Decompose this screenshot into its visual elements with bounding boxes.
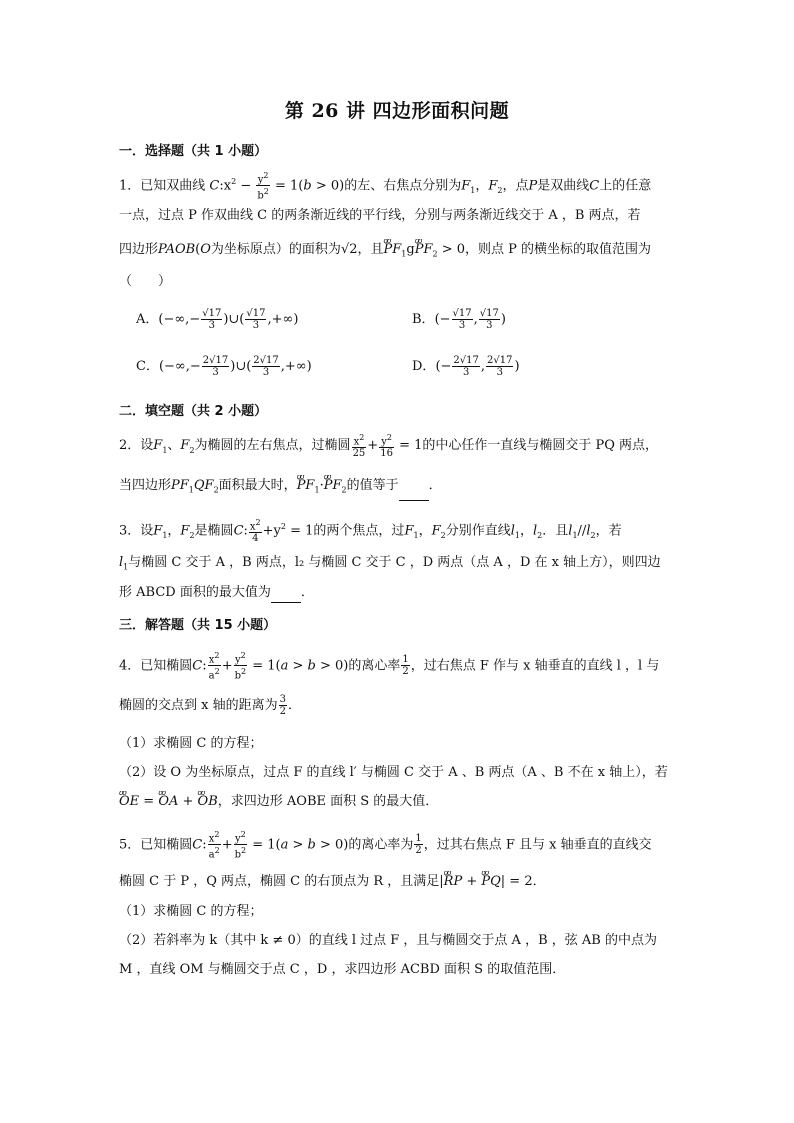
section-heading-choice: 一．选择题（共 1 小题） — [119, 144, 268, 159]
q4-part-2b: ʊʊ OE = ʊʊ OA + ʊʊ OB，求四边形 AOBE 面积 S 的最大值． — [119, 792, 679, 812]
q4-line-2: 椭圆的交点到 x 轴的距离为 $\frac{3}{2}$ ． — [119, 694, 301, 717]
q2-line-1: 2．设$F_1$、$F_2$为椭圆的左右焦点，过椭圆 $\frac{x^2}{25}$ + $\frac{y^2}{16}$ = 1的中心任作一直线与椭圆交于 PQ 两点， — [119, 433, 659, 460]
q2-line-2: 当四边形$PF_1QF_2$面积最大时，ʊʊ $PF_1\cdot ʊʊ$ $PF_2$的值等于 ． — [119, 476, 679, 501]
q5-line-1: 5．已知椭圆C: $\frac{x^2}{a^2}$ + $\frac{y^2}{b^2}$ = 1(a > b > 0)的离心率为 $\frac{1}{2}$ ，过其右焦点 F 且与 x 轴垂直的直线交 — [119, 830, 652, 861]
answer-blank — [399, 488, 429, 501]
q1-option-a: A．(−∞,− $\frac{√17}{3}$ )∪( $\frac{√17}{3}$ ,+∞) — [136, 308, 299, 331]
page-title: 第 26 讲 四边形面积问题 — [284, 100, 510, 122]
q4-part-1: （1）求椭圆 C 的方程； — [119, 736, 263, 751]
q5-part-1: （1）求椭圆 C 的方程； — [119, 904, 263, 919]
q4-part-2a: （2）设 O 为坐标原点，过点 F 的直线 l′ 与椭圆 C 交于 A 、B 两点（A 、B 不在 x 轴上），若 — [119, 765, 668, 780]
q1-line-2: 一点，过点 P 作双曲线 C 的两条渐近线的平行线，分别与两条渐近线交于 A ，B 两点，若 — [119, 208, 641, 223]
q1-option-d: D．(− $\frac{2√17}{3}$ , $\frac{2√17}{3}$ ) — [412, 355, 520, 378]
q5-line-2: 椭圆 C 于 P ，Q 两点，椭圆 C 的右顶点为 R ，且满足|ʊʊ RP + ʊʊ PQ| = 2． — [119, 872, 679, 892]
q1-line-4: （ ） — [119, 274, 172, 289]
q4-line-1: 4．已知椭圆C: $\frac{x^2}{a^2}$ + $\frac{y^2}{b^2}$ = 1(a > b > 0)的离心率 $\frac{1}{2}$ ，过右焦点 F 作与 x 轴垂直的直线 l ，l 与 — [119, 651, 660, 682]
section-heading-fill: 二．填空题（共 2 小题） — [119, 404, 268, 419]
q1-option-b: B．(− $\frac{√17}{3}$ , $\frac{√17}{3}$ ) — [412, 308, 506, 331]
q3-line-2: $l_1$与椭圆 C 交于 A ，B 两点，l₂ 与椭圆 C 交于 C ，D 两点（点 A ，D 在 x 轴上方），则四边 — [119, 555, 661, 572]
q3-line-3: 形 ABCD 面积的最大值为 ． — [119, 583, 679, 603]
q1-option-c: C．(−∞,− $\frac{2√17}{3}$ )∪( $\frac{2√17}{3}$ ,+∞) — [136, 355, 312, 378]
q1-line-1: 1．已知双曲线 $C:x^2$ − $\frac{y^2}{b^2}$ = 1(b > 0)的左、右焦点分别为$F_1$，$F_2$，点P是双曲线C上的任意 — [119, 171, 652, 202]
section-heading-answer: 三．解答题（共 15 小题） — [119, 618, 277, 633]
q3-line-1: 3．设$F_1$，$F_2$是椭圆C: $\frac{x^2}{4}$ $+y^2 = 1$的两个焦点，过$F_1$，$F_2$分别作直线$l_1$，$l_2$．且$l_1//l_2$，若 — [119, 518, 622, 545]
answer-blank — [271, 590, 301, 603]
q5-part-2a: （2）若斜率为 k（其中 k ≠ 0）的直线 l 过点 F ，且与椭圆交于点 A ，B ，弦 AB 的中点为 — [119, 933, 657, 948]
q5-part-2b: M ，直线 OM 与椭圆交于点 C ，D ，求四边形 ACBD 面积 S 的取值范围． — [119, 962, 566, 977]
q1-line-3: 四边形PAOB(O为坐标原点）的面积为√2，且ʊʊ $PF_1gʊʊ$ $PF_2 > 0$，则点 P 的横坐标的取值范围为 — [119, 240, 679, 265]
